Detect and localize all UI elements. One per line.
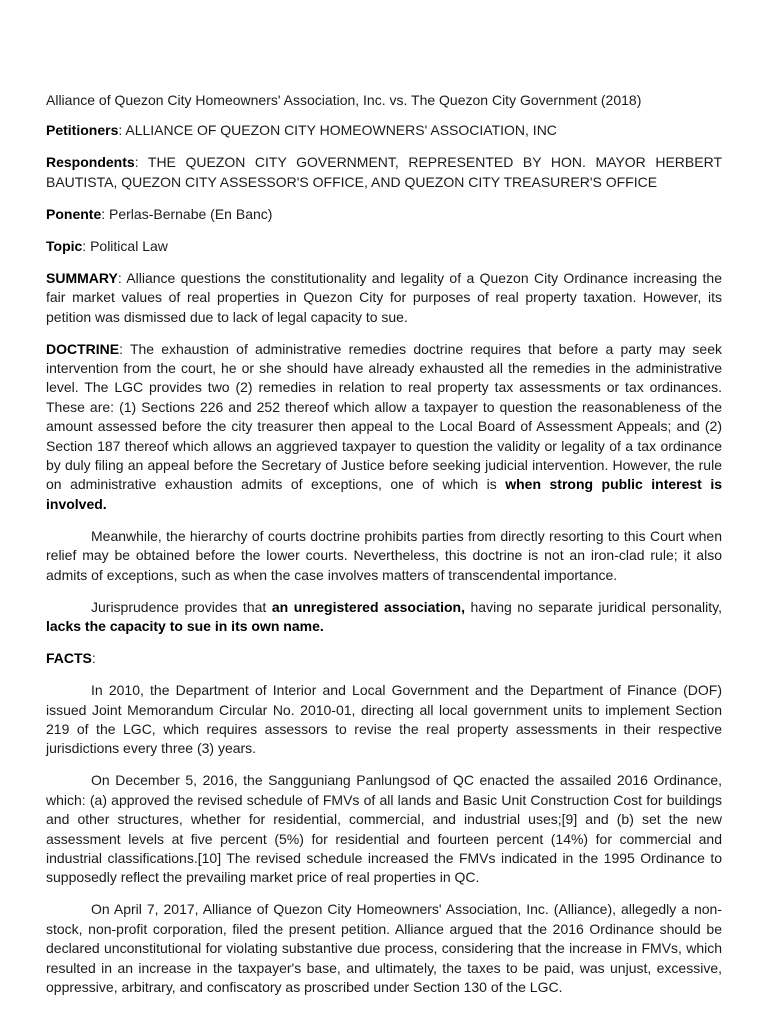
doctrine-paragraph-2: Meanwhile, the hierarchy of courts doctrine prohibits parties from directly resorting to this Court when relief may be obtained before the lower courts. Nevertheless, this doctrine is not an iron-clad rule; it also admits of exceptions, such as when the case involves matters of transcendental importance. xyxy=(46,527,722,583)
petitioners-label: Petitioners xyxy=(46,122,119,139)
petitioners-line xyxy=(46,121,722,140)
doctrine-paragraph xyxy=(46,340,722,515)
case-title: Alliance of Quezon City Homeowners' Association, Inc. vs. The Quezon City Government (2018) xyxy=(46,92,642,108)
doctrine-text: : The exhaustion of administrative remedies doctrine requires that before a party may seek intervention from the court, he or she should have already exhausted all the remedies in the administrative level. The LGC provides two (2) remedies in relation to real property tax assessments or tax ordinances. These are: (1) Sections 226 and 252 thereof which allow a taxpayer to question the reasonableness of the amount assessed before the city treasurer then appeal to the Local Board of Assessment Appeals; and (2) Section 187 thereof which allows an aggrieved taxpayer to question the validity or legality of a tax ordinance by duly filing an appeal before the Secretary of Justice before seeking judicial intervention. However, the rule on administrative exhaustion admits of exceptions, one of which is xyxy=(46,340,722,493)
summary-text: : Alliance questions the constitutionality and legality of a Quezon City Ordinance increasing the fair market values of real properties in Quezon City for purposes of real property taxation. However, its petition was dismissed due to lack of legal capacity to sue. xyxy=(46,269,722,325)
doctrine-para3-bold1: an unregistered association, xyxy=(271,598,465,615)
facts-heading xyxy=(46,649,722,668)
topic-label: Topic xyxy=(46,237,83,254)
facts-paragraph: On April 7, 2017, Alliance of Quezon City Homeowners' Association, Inc. (Alliance), allegedly a non-stock, non-profit corporation, filed the present petition. Alliance argued that the 2016 Ordinance should be declared unconstitutional for violating substantive due process, considering that the increase in FMVs, which resulted in an increase in the taxpayer's base, and ultimately, the taxes to be paid, was unjust, excessive, oppressive, arbitrary, and confiscatory as proscribed under Section 130 of the LGC. xyxy=(46,901,722,995)
doctrine-label: DOCTRINE xyxy=(46,340,120,357)
petitioners-value: : ALLIANCE OF QUEZON CITY HOMEOWNERS' ASSOCIATION, INC xyxy=(118,122,557,139)
doctrine-para3-middle: having no separate juridical personality, xyxy=(464,598,722,615)
ponente-line xyxy=(46,205,722,224)
doctrine-bold-end: when strong public interest is involved. xyxy=(46,476,722,512)
facts-colon: : xyxy=(91,650,96,667)
doctrine-para3-bold2: lacks the capacity to sue in its own name. xyxy=(46,618,324,635)
facts-label: FACTS xyxy=(46,650,92,667)
respondents-value: : THE QUEZON CITY GOVERNMENT, REPRESENTED BY HON. MAYOR HERBERT BAUTISTA, QUEZON CITY ASSESSOR'S OFFICE, AND QUEZON CITY TREASURER'S OFFICE xyxy=(46,154,722,190)
topic-value: : Political Law xyxy=(82,237,168,254)
topic-line xyxy=(46,237,722,256)
ponente-value: : Perlas-Bernabe (En Banc) xyxy=(101,205,273,222)
respondents-label: Respondents xyxy=(46,154,135,171)
facts-paragraph: In 2010, the Department of Interior and Local Government and the Department of Finance (DOF) issued Joint Memorandum Circular No. 2010-01, directing all local government units to implement Section 219 of the LGC, which requires assessors to revise the real property assessments in their respective jurisdictions every three (3) years. xyxy=(46,682,722,757)
doctrine-paragraph-3 xyxy=(46,598,722,637)
respondents-line xyxy=(46,153,722,192)
summary-paragraph xyxy=(46,269,722,327)
ponente-label: Ponente xyxy=(46,205,102,222)
facts-paragraph: On December 5, 2016, the Sangguniang Panlungsod of QC enacted the assailed 2016 Ordinance, which: (a) approved the revised schedule of FMVs of all lands and Basic Unit Construction Cost for buildings and other structures, whether for residential, commercial, and industrial uses;[9] and (b) set the new assessment levels at five percent (5%) for residential and fourteen percent (14%) for commercial and industrial classifications.[10] The revised schedule increased the FMVs indicated in the 1995 Ordinance to supposedly reflect the prevailing market price of real properties in QC. xyxy=(46,772,722,886)
doctrine-para3-start: Jurisprudence provides that xyxy=(91,598,272,615)
summary-label: SUMMARY xyxy=(46,269,118,286)
